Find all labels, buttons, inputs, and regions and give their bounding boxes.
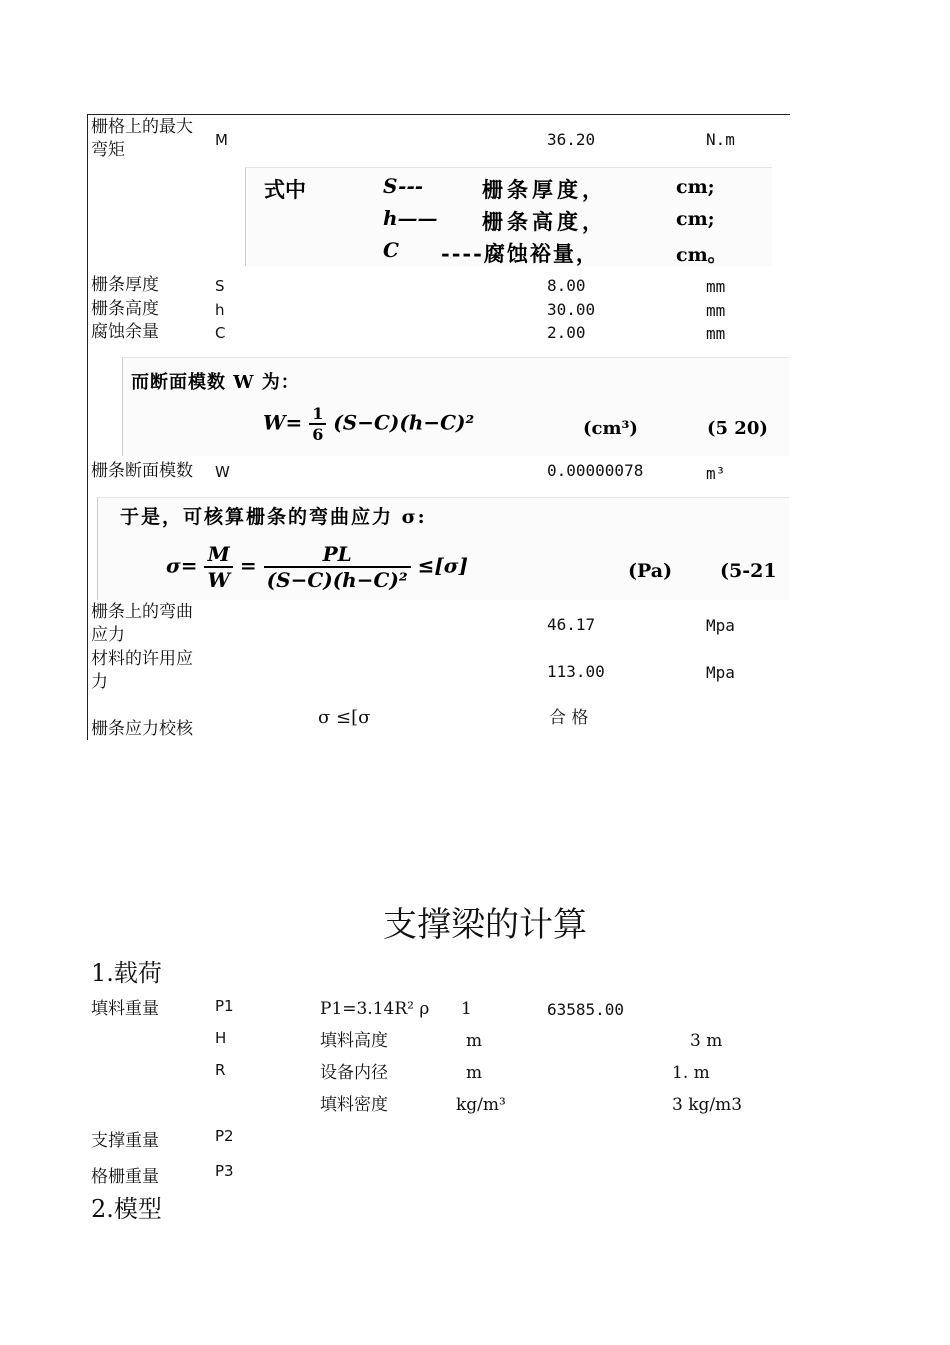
packing-weight-value: 63585.00: [547, 1000, 625, 1019]
max-moment-value: 36.20: [547, 130, 596, 149]
thickness-value: 8.00: [547, 276, 586, 295]
legend-h-text: 栅条高度，: [482, 209, 607, 234]
radius-param-symbol: R: [215, 1061, 226, 1079]
packing-height-unit: m: [466, 1031, 483, 1051]
vessel-diameter-value: 1. m: [672, 1063, 710, 1083]
allowable-stress-label-line1: 材料的许用应: [91, 649, 193, 669]
legend-intro: 式中: [264, 177, 306, 202]
height-label: 栅条高度: [91, 299, 159, 319]
packing-height-value: 3 m: [690, 1031, 723, 1051]
packing-weight-number: 1: [461, 999, 472, 1019]
stress-check-condition: σ ≤[σ: [318, 707, 371, 728]
fraction-m: M: [204, 542, 232, 568]
modulus-value: 0.00000078: [547, 461, 644, 480]
fraction-w: W: [207, 568, 230, 592]
legend-s-unit: cm;: [676, 176, 715, 198]
packing-density-unit: kg/m³: [456, 1095, 506, 1115]
legend-s-sym: S---: [383, 174, 424, 198]
stress-rhs: ≤[σ]: [417, 553, 469, 578]
legend-c-unit: cm。: [676, 244, 727, 266]
packing-weight-formula: P1=3.14R² ρ: [320, 999, 430, 1019]
heading-load: 1.载荷: [91, 959, 162, 987]
modulus-label: 栅条断面模数: [91, 461, 193, 481]
fraction-one-sixth: [309, 404, 326, 444]
allowable-stress-label-line2: 力: [91, 672, 108, 692]
stress-formula: [166, 542, 468, 592]
stress-equals: =: [239, 553, 257, 578]
modulus-lhs: W=: [263, 410, 303, 435]
modulus-unit: m³: [706, 464, 726, 483]
fraction-numerator: 1: [309, 404, 326, 425]
allowable-stress-label: [91, 648, 193, 694]
section-title: 支撑梁的计算: [383, 905, 587, 945]
bending-stress-label: [91, 601, 193, 647]
allowable-stress-value: 113.00: [547, 662, 605, 681]
modulus-unit: (cm³): [583, 418, 638, 439]
bending-stress-label-line2: 应力: [91, 625, 125, 645]
grid-weight-label: 格栅重量: [91, 1167, 159, 1187]
height-value: 30.00: [547, 300, 596, 319]
stress-intro: 于是，可核算栅条的弯曲应力 σ:: [120, 506, 427, 528]
fraction-pl-numerator: PL: [264, 542, 411, 568]
max-moment-label: [91, 116, 193, 162]
corrosion-symbol: C: [215, 324, 226, 342]
legend-c-sym: C: [383, 238, 399, 262]
max-moment-unit: N.m: [706, 130, 735, 149]
modulus-intro: 而断面模数 W 为：: [131, 372, 300, 393]
bending-stress-label-line1: 栅条上的弯曲: [91, 602, 193, 622]
height-symbol: h: [215, 301, 225, 319]
stress-check-result: 合 格: [549, 708, 589, 728]
stress-unit: (Pa): [628, 560, 673, 582]
bending-stress-value: 46.17: [547, 615, 596, 634]
stress-eq-number: (5-21: [720, 560, 777, 582]
fraction-pl-denominator: (S−C)(h−C)²: [266, 568, 408, 592]
height-param-symbol: H: [215, 1029, 227, 1047]
formula-legend-image: [245, 167, 772, 266]
bending-stress-formula-image: [97, 497, 789, 600]
legend-c-text: ----腐蚀裕量，: [441, 241, 599, 266]
packing-density-value: 3 kg/m3: [672, 1095, 743, 1115]
corrosion-unit: mm: [706, 324, 726, 343]
packing-height-label: 填料高度: [320, 1031, 388, 1051]
table-left-border: [87, 114, 88, 740]
fraction-m-over-w: [204, 542, 232, 592]
grid-weight-symbol: P3: [215, 1162, 234, 1180]
modulus-symbol: W: [215, 463, 230, 481]
allowable-stress-unit: Mpa: [706, 663, 735, 682]
bending-stress-unit: Mpa: [706, 616, 735, 635]
max-moment-label-line2: 弯矩: [91, 140, 125, 160]
legend-h-unit: cm;: [676, 208, 715, 230]
packing-density-label: 填料密度: [320, 1095, 388, 1115]
height-unit: mm: [706, 301, 726, 320]
thickness-symbol: S: [215, 277, 225, 295]
corrosion-label: 腐蚀余量: [91, 322, 159, 342]
fraction-pl: [264, 542, 411, 592]
thickness-label: 栅条厚度: [91, 275, 159, 295]
max-moment-label-line1: 栅格上的最大: [91, 117, 193, 137]
modulus-formula: [263, 404, 474, 444]
stress-check-label: 栅条应力校核: [91, 719, 193, 739]
legend-h-sym: h——: [383, 206, 438, 230]
support-weight-label: 支撑重量: [91, 1131, 159, 1151]
section-modulus-formula-image: [122, 357, 789, 456]
vessel-diameter-unit: m: [466, 1063, 483, 1083]
max-moment-symbol: M: [215, 131, 228, 149]
modulus-eq-number: (5 20): [707, 418, 768, 439]
fraction-denominator: 6: [312, 425, 324, 444]
corrosion-value: 2.00: [547, 323, 586, 342]
packing-weight-symbol: P1: [215, 997, 234, 1015]
modulus-rhs: (S−C)(h−C)²: [333, 410, 475, 435]
thickness-unit: mm: [706, 277, 726, 296]
heading-model: 2.模型: [91, 1195, 162, 1223]
table-top-border: [87, 114, 790, 115]
support-weight-symbol: P2: [215, 1127, 234, 1145]
stress-lhs: σ=: [166, 553, 198, 578]
legend-s-text: 栅条厚度，: [482, 177, 607, 202]
packing-weight-label: 填料重量: [91, 999, 159, 1019]
vessel-diameter-label: 设备内径: [320, 1063, 388, 1083]
